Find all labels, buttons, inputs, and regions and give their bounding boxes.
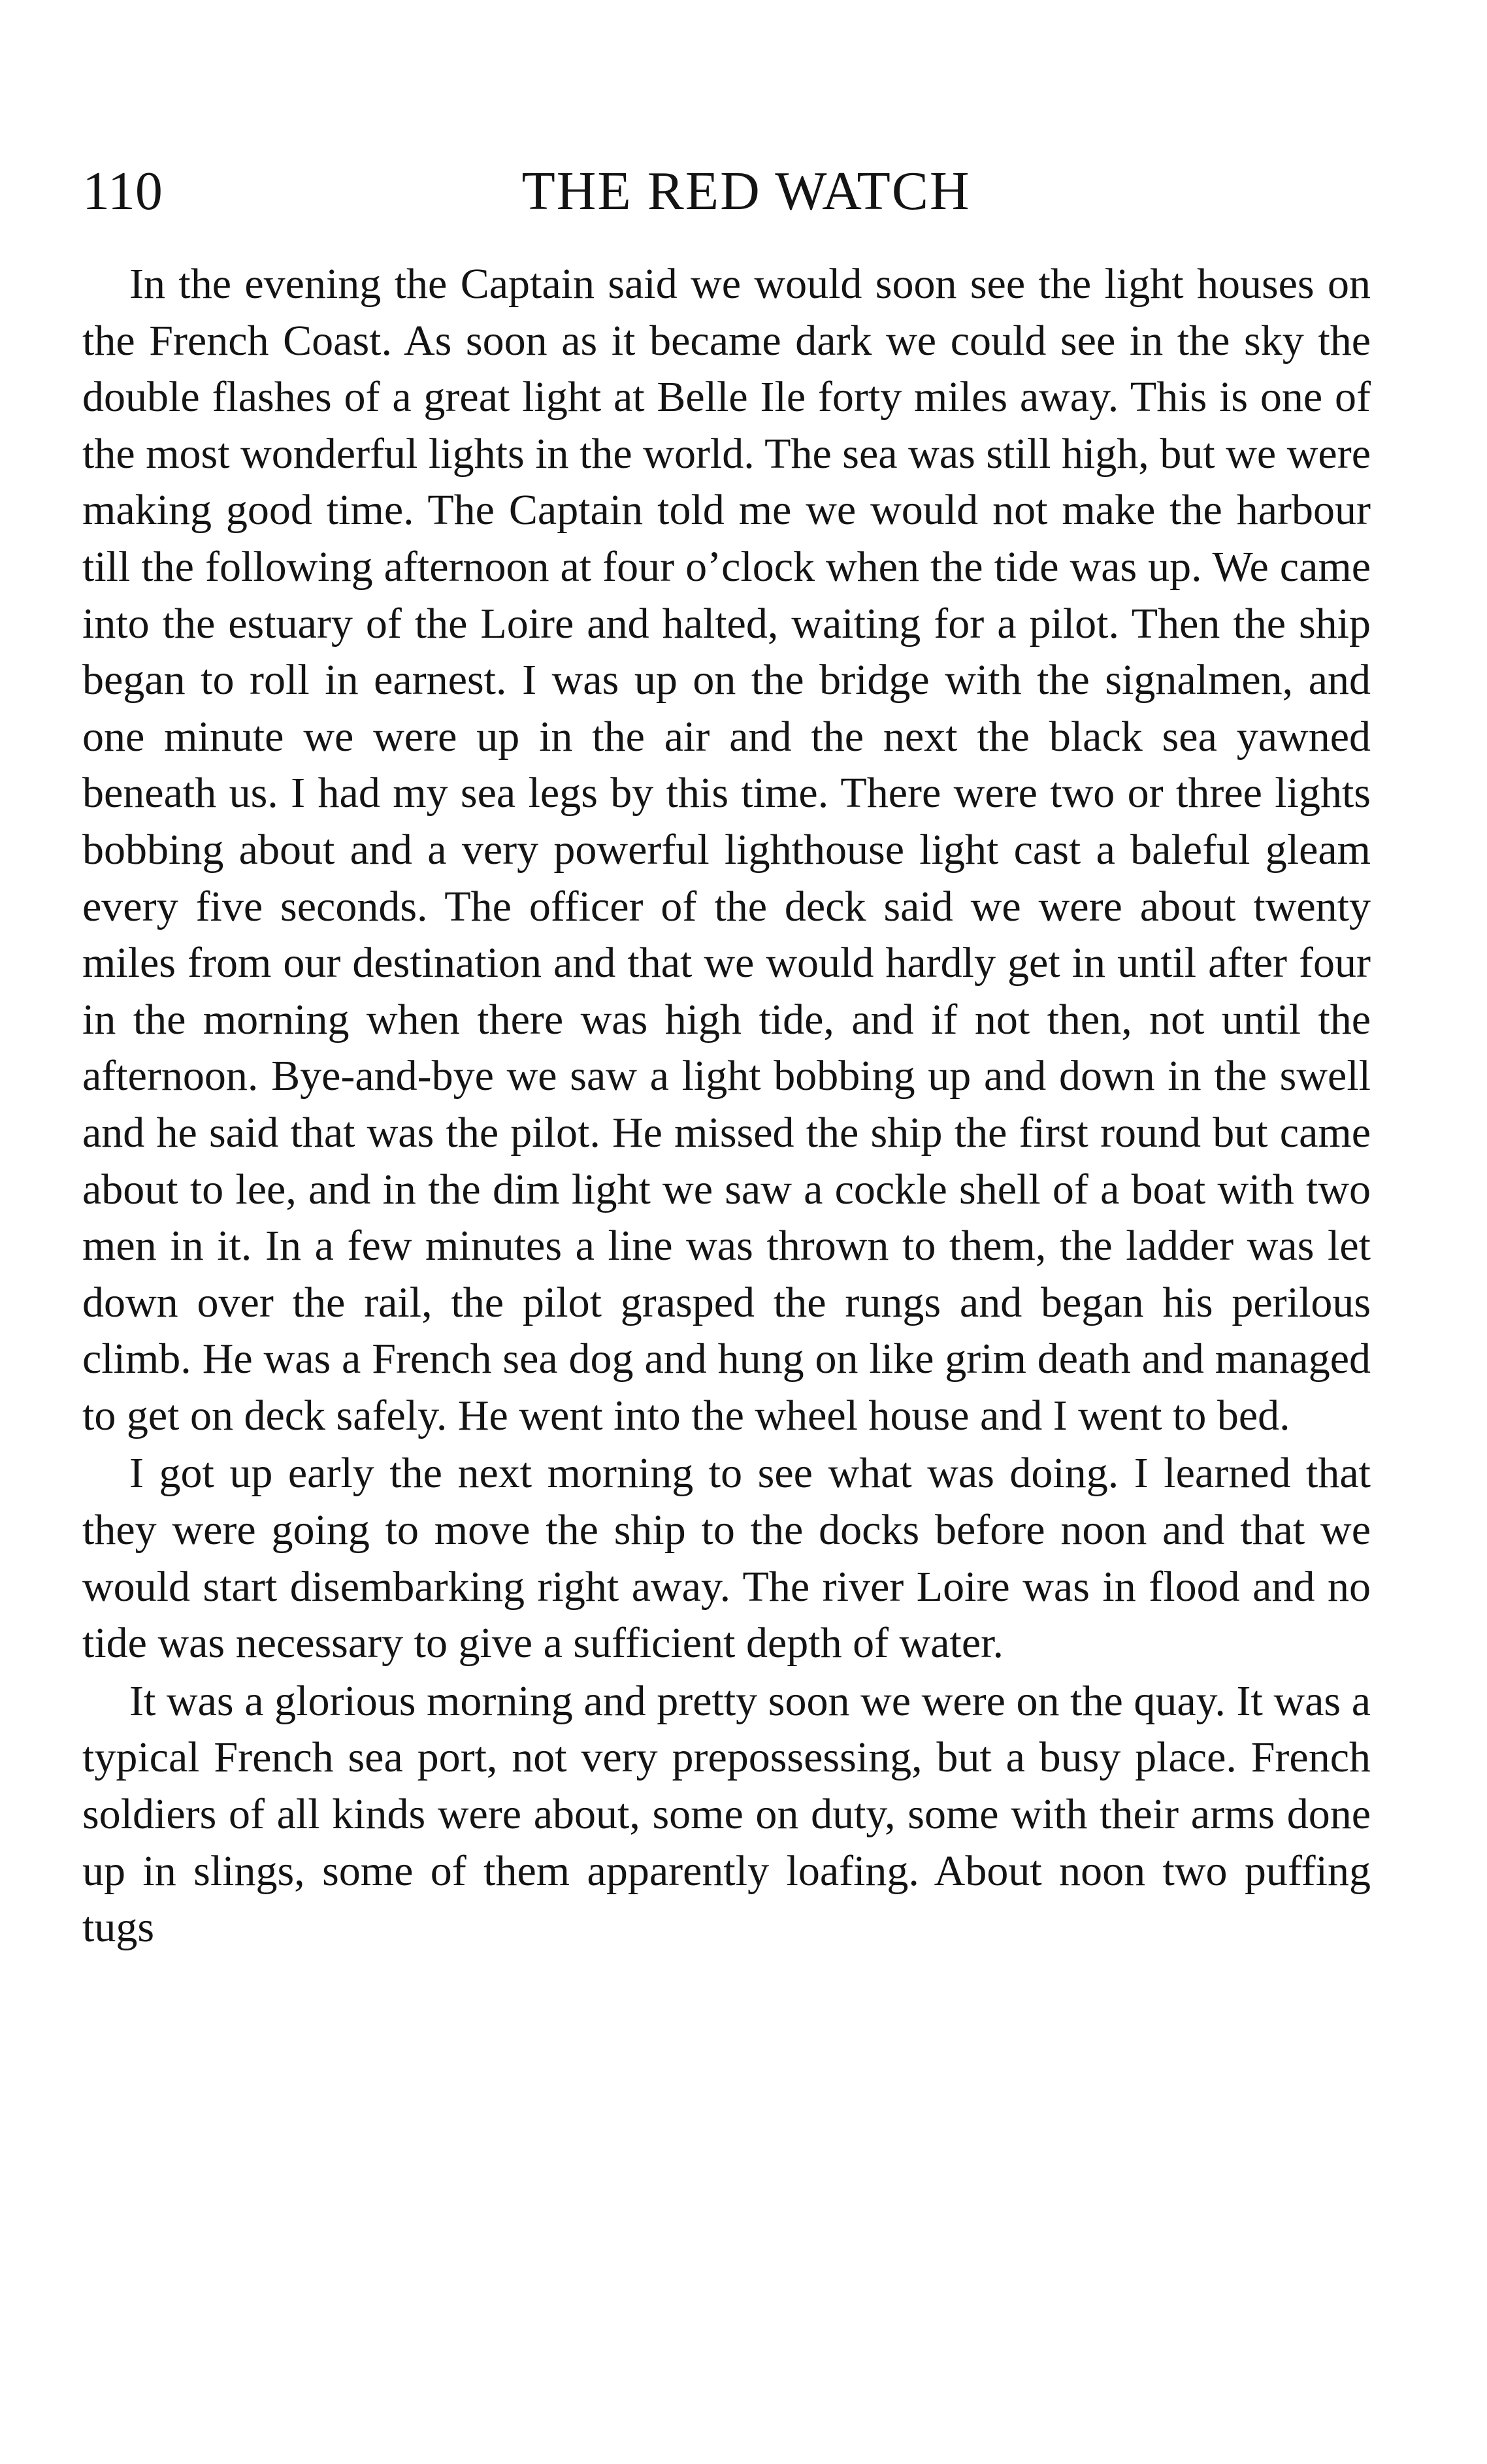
paragraph: In the evening the Captain said we would soon see the light houses on the French Coast. As soon as it became dark we could see in the sky the double flashes of a great light at Belle Ile forty miles away. This is one of the most wonderful lights in the world. The sea was still high, but we were making good time. The Captain told me we would not make the harbour till the following afternoon at four o’clock when the tide was up. We came into the estuary of the Loire and halted, waiting for a pilot. Then the ship began to roll in earnest. I was up on the bridge with the signalmen, and one minute we were up in the air and the next the black sea yawned beneath us. I had my sea legs by this time. There were two or three lights bobbing about and a very powerful lighthouse light cast a baleful gleam every five seconds. The officer of the deck said we were about twenty miles from our destination and that we would hardly get in until after four in the morning when there was high tide, and if not then, not until the afternoon. Bye-and-bye we saw a light bobbing up and down in the swell and he said that was the pilot. He missed the ship the first round but came about to lee, and in the dim light we saw a cockle shell of a boat with two men in it. In a few minutes a line was thrown to them, the ladder was let down over the rail, the pilot grasped the rungs and began his perilous climb. He was a French sea dog and hung on like grim death and managed to get on deck safely. He went into the wheel house and I went to bed. <box>82 260 1371 1439</box>
paragraph: It was a glorious morning and pretty soon we were on the quay. It was a typical French sea port, not very prepossessing, but a busy place. French soldiers of all kinds were about, some on duty, some with their arms done up in slings, some of them apparently loafing. About noon two puffing tugs <box>82 1677 1371 1952</box>
running-title: THE RED WATCH <box>521 161 971 222</box>
paragraph: I got up early the next morning to see what was doing. I learned that they were going to move the ship to the docks before noon and that we would start disembarking right away. The river Loire was in flood and no tide was necessary to give a sufficient depth of water. <box>82 1449 1371 1667</box>
page-header <box>82 156 1371 227</box>
page-number: 110 <box>82 161 163 222</box>
body-text <box>82 256 1371 1956</box>
